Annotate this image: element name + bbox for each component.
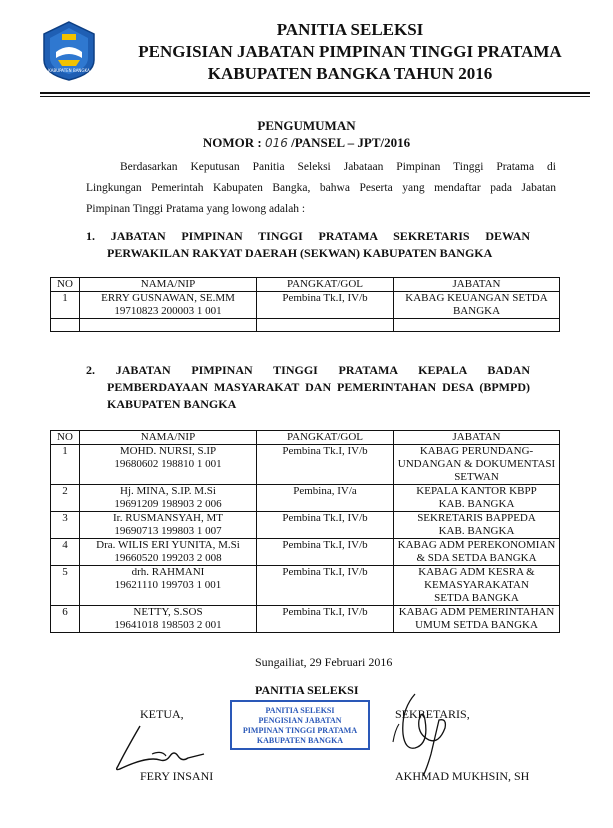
table-header-row xyxy=(51,431,560,445)
nip: 19690713 199803 1 007 xyxy=(114,525,222,537)
nama: drh. RAHMANI xyxy=(131,566,205,578)
section-1-line: 1. JABATAN PIMPINAN TINGGI PRATAMA SEKRETARIS DEWAN xyxy=(86,229,530,243)
section-2-heading xyxy=(86,362,530,413)
header-no: NO xyxy=(51,278,80,292)
header-no: NO xyxy=(51,431,80,445)
cell-jabatan xyxy=(394,485,560,512)
nama: Dra. WILIS ERI YUNITA, M.Si xyxy=(96,539,240,551)
header-nama: NAMA/NIP xyxy=(80,278,257,292)
nip: 19691209 198903 2 006 xyxy=(114,498,222,510)
ketua-label: KETUA, xyxy=(140,707,184,721)
kabupaten-bangka-logo xyxy=(40,20,98,82)
cell-pangkat: Pembina Tk.I, IV/b xyxy=(257,566,394,606)
cell-nama xyxy=(80,445,257,485)
header-jabatan: JABATAN xyxy=(394,278,560,292)
header-pangkat: PANGKAT/GOL xyxy=(257,278,394,292)
header-line-2: PENGISIAN JABATAN PIMPINAN TINGGI PRATAMA xyxy=(138,42,562,61)
jabatan-line: KEMASYARAKATAN xyxy=(424,579,529,591)
cell-pangkat: Pembina Tk.I, IV/b xyxy=(257,606,394,633)
nama: NETTY, S.SOS xyxy=(133,606,203,618)
nip: 19641018 198503 2 001 xyxy=(114,619,222,631)
cell-no: 2 xyxy=(51,485,80,512)
cell-jabatan xyxy=(394,445,560,485)
table-row xyxy=(51,292,560,319)
header-rule-thin xyxy=(40,96,590,97)
cell-pangkat: Pembina Tk.I, IV/b xyxy=(257,445,394,485)
section-1-heading xyxy=(86,228,530,262)
stamp-line: PANITIA SELEKSI xyxy=(265,706,335,715)
header-jabatan: JABATAN xyxy=(394,431,560,445)
logo-text: KABUPATEN BANGKA xyxy=(48,68,90,73)
jabatan-line: KABAG ADM PEREKONOMIAN xyxy=(397,539,556,551)
cell-no: 1 xyxy=(51,292,80,319)
jabatan-line: SETDA BANGKA xyxy=(434,592,519,604)
cell-jabatan xyxy=(394,606,560,633)
cell-nama xyxy=(80,606,257,633)
jabatan-line: UMUM SETDA BANGKA xyxy=(415,619,538,631)
cell-nama xyxy=(80,292,257,319)
ketua-name: FERY INSANI xyxy=(140,769,214,783)
header-line-1: PANITIA SELEKSI xyxy=(276,20,424,39)
intro-line: Berdasarkan Keputusan Panitia Seleksi Jabataan Pimpinan Tinggi Pratama di xyxy=(120,161,556,173)
jabatan-line: & SDA SETDA BANGKA xyxy=(416,552,537,564)
jabatan-line: KABAG ADM PEMERINTAHAN xyxy=(398,606,555,618)
intro-paragraph xyxy=(86,157,556,220)
cell-nama xyxy=(80,539,257,566)
cell-jabatan xyxy=(394,292,560,319)
sekretaris-name: AKHMAD MUKHSIN, SH xyxy=(395,769,530,783)
nama: ERRY GUSNAWAN, SE.MM xyxy=(101,292,235,304)
nomor-handwritten: 016 xyxy=(265,136,288,150)
place-date: Sungailiat, 29 Februari 2016 xyxy=(255,655,393,669)
sekretaris-label: SEKRETARIS, xyxy=(395,707,470,721)
nomor-prefix: NOMOR : xyxy=(202,135,265,150)
panitia-label: PANITIA SELEKSI xyxy=(255,683,359,697)
cell-pangkat: Pembina, IV/a xyxy=(257,485,394,512)
jabatan-line: KAB. BANGKA xyxy=(438,525,515,537)
cell-jabatan xyxy=(394,566,560,606)
cell-pangkat: Pembina Tk.I, IV/b xyxy=(257,512,394,539)
jabatan-line: KAB. BANGKA xyxy=(438,498,515,510)
jabatan-line: BANGKA xyxy=(452,305,501,317)
cell-no: 4 xyxy=(51,539,80,566)
intro-line: Pimpinan Tinggi Pratama yang lowong adalah : xyxy=(86,203,306,215)
header-rule-thick xyxy=(40,92,590,94)
document-number xyxy=(0,135,613,151)
section-2-line: PEMBERDAYAAN MASYARAKAT DAN PEMERINTAHAN DESA (BPMPD) xyxy=(107,380,530,394)
stamp-line: PIMPINAN TINGGI PRATAMA xyxy=(242,726,358,735)
section-1-line: PERWAKILAN RAKYAT DAERAH (SEKWAN) KABUPATEN BANGKA xyxy=(107,246,493,260)
jabatan-line: SETWAN xyxy=(454,471,499,483)
empty-cell xyxy=(80,319,257,332)
cell-pangkat: Pembina Tk.I, IV/b xyxy=(257,539,394,566)
nip: 19660520 199203 2 008 xyxy=(114,552,222,564)
nama: Hj. MINA, S.IP. M.Si xyxy=(120,485,216,497)
empty-cell xyxy=(257,319,394,332)
document-title: PENGUMUMAN xyxy=(257,118,356,133)
cell-no: 1 xyxy=(51,445,80,485)
table-row xyxy=(51,512,560,539)
section-2-line: KABUPATEN BANGKA xyxy=(107,397,237,411)
stamp-line: PENGISIAN JABATAN xyxy=(258,716,342,725)
table-row xyxy=(51,445,560,485)
nama: MOHD. NURSI, S.IP xyxy=(119,445,217,457)
table-row xyxy=(51,539,560,566)
nip: 19621110 199703 1 001 xyxy=(114,579,222,591)
sekretaris-signature xyxy=(385,690,455,780)
cell-jabatan xyxy=(394,512,560,539)
cell-no: 6 xyxy=(51,606,80,633)
jabatan-line: SEKRETARIS BAPPEDA xyxy=(417,512,536,524)
jabatan-line: KABAG KEUANGAN SETDA xyxy=(405,292,548,304)
table-row xyxy=(51,606,560,633)
official-stamp xyxy=(230,700,370,750)
nomor-suffix: /PANSEL – JPT/2016 xyxy=(287,135,411,150)
header-nama: NAMA/NIP xyxy=(80,431,257,445)
cell-no: 5 xyxy=(51,566,80,606)
stamp-line: KABUPATEN BANGKA xyxy=(256,736,344,745)
jabatan-line: KABAG ADM KESRA & xyxy=(418,566,535,578)
nama: Ir. RUSMANSYAH, MT xyxy=(112,512,224,524)
cell-nama xyxy=(80,566,257,606)
empty-cell xyxy=(51,319,80,332)
nip: 19710823 200003 1 001 xyxy=(114,305,222,317)
table-row xyxy=(51,485,560,512)
table-empty-row xyxy=(51,319,560,332)
jabatan-line: KEPALA KANTOR KBPP xyxy=(416,485,537,497)
jabatan-line: UNDANGAN & DOKUMENTASI xyxy=(397,458,556,470)
ketua-signature xyxy=(108,720,218,775)
cell-jabatan xyxy=(394,539,560,566)
intro-line: Lingkungan Pemerintah Kabupaten Bangka, bahwa Peserta yang mendaftar pada Jabatan xyxy=(86,182,556,194)
table-row xyxy=(51,566,560,606)
header-line-3: KABUPATEN BANGKA TAHUN 2016 xyxy=(207,64,493,83)
cell-nama xyxy=(80,512,257,539)
table-bpmpd xyxy=(50,430,560,633)
table-sekwan xyxy=(50,277,560,332)
nip: 19680602 198810 1 001 xyxy=(114,458,222,470)
table-header-row xyxy=(51,278,560,292)
section-2-line: 2. JABATAN PIMPINAN TINGGI PRATAMA KEPALA BADAN xyxy=(86,363,530,377)
cell-pangkat: Pembina Tk.I, IV/b xyxy=(257,292,394,319)
header-pangkat: PANGKAT/GOL xyxy=(257,431,394,445)
cell-nama xyxy=(80,485,257,512)
jabatan-line: KABAG PERUNDANG- xyxy=(419,445,534,457)
cell-no: 3 xyxy=(51,512,80,539)
empty-cell xyxy=(394,319,560,332)
